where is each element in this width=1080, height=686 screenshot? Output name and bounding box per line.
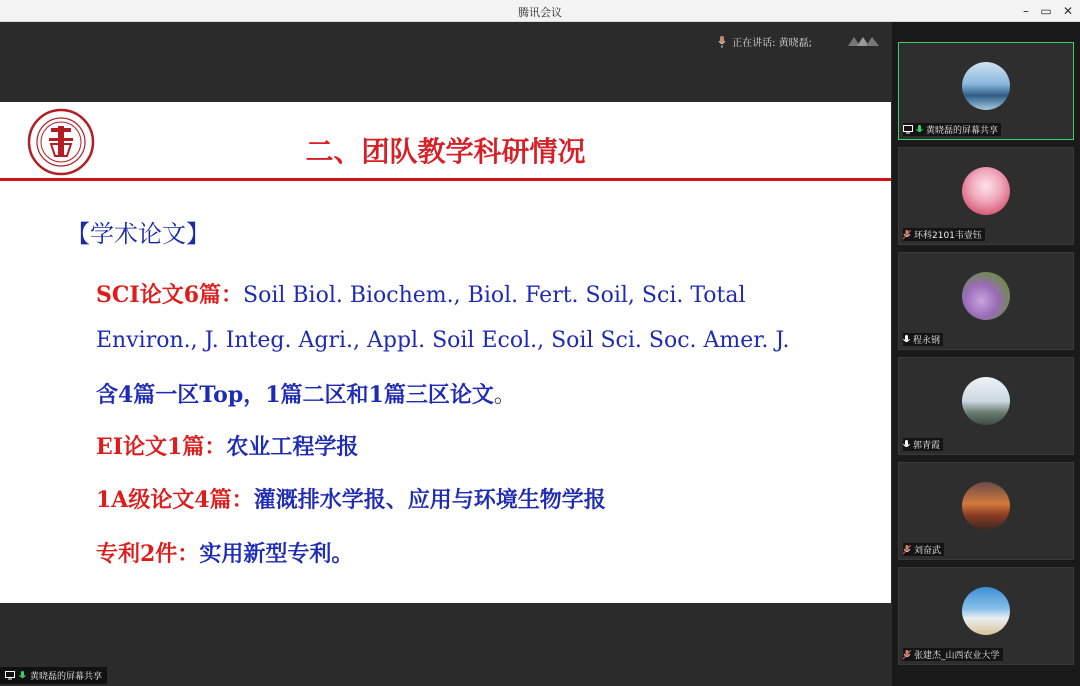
slide-line-2 bbox=[96, 328, 789, 353]
mic-off-icon bbox=[903, 545, 911, 555]
mic-icon bbox=[903, 440, 910, 450]
avatar bbox=[962, 482, 1010, 530]
line-1-label: SCI论文6篇： bbox=[96, 282, 243, 308]
mic-icon bbox=[718, 36, 726, 48]
slide-line-5 bbox=[96, 483, 606, 514]
speaking-text: 正在讲话: 黄晓磊; bbox=[732, 38, 812, 49]
participant-name-tag bbox=[903, 228, 985, 241]
mic-on-icon bbox=[916, 125, 923, 135]
screen-share-text: 黄晓磊的屏幕共享 bbox=[30, 672, 103, 682]
slide-title: 二、团队教学科研情况 bbox=[305, 135, 586, 168]
slide-line-6 bbox=[96, 537, 353, 568]
participant-name: 刘奋武 bbox=[914, 546, 942, 556]
line-4-label: EI论文1篇： bbox=[96, 434, 227, 460]
screen-share-icon bbox=[903, 125, 913, 134]
participant-name: 郭青霞 bbox=[913, 441, 941, 451]
participant-name-tag bbox=[903, 333, 943, 346]
slide-line-4 bbox=[96, 430, 358, 461]
line-4-text: 农业工程学报 bbox=[226, 434, 359, 460]
mic-icon bbox=[903, 335, 910, 345]
speaking-indicator bbox=[718, 34, 812, 49]
participant-tile[interactable] bbox=[898, 252, 1074, 350]
participant-name: 黄晓磊的屏幕共享 bbox=[926, 126, 999, 136]
meeting-main-view bbox=[0, 22, 892, 686]
title-divider bbox=[0, 178, 891, 181]
slide-line-3 bbox=[96, 378, 516, 409]
screen-share-icon bbox=[5, 671, 15, 680]
avatar bbox=[962, 377, 1010, 425]
mic-off-icon bbox=[903, 650, 911, 660]
avatar bbox=[962, 587, 1010, 635]
line-6-text: 实用新型专利。 bbox=[199, 541, 354, 567]
participant-name: 程永钢 bbox=[913, 336, 941, 346]
participant-name-tag bbox=[903, 543, 944, 556]
section-heading: 【学术论文】 bbox=[66, 220, 210, 248]
line-6-label: 专利2件： bbox=[96, 541, 200, 567]
restore-icon[interactable]: ▭ bbox=[1040, 4, 1052, 18]
close-icon[interactable]: ✕ bbox=[1062, 4, 1074, 18]
screen-share-label[interactable] bbox=[0, 667, 107, 684]
minimize-icon[interactable]: – bbox=[1023, 4, 1029, 18]
mic-off-icon bbox=[903, 230, 911, 240]
participant-name: 环科2101韦壹钰 bbox=[914, 231, 982, 241]
participant-name-tag bbox=[903, 123, 1001, 136]
mic-on-icon bbox=[19, 671, 26, 681]
line-1-text: Soil Biol. Biochem., Biol. Fert. Soil, Sci. Total bbox=[243, 283, 746, 308]
slide-line-1 bbox=[96, 278, 746, 309]
line-5-text: 灌溉排水学报、应用与环境生物学报 bbox=[253, 487, 606, 513]
avatar bbox=[962, 62, 1010, 110]
participant-tile[interactable] bbox=[898, 462, 1074, 560]
window-title: 腾讯会议 bbox=[518, 6, 562, 19]
line-3-text: 含4篇一区Top，1篇二区和1篇三区论文 bbox=[96, 382, 494, 408]
participant-tile[interactable] bbox=[898, 567, 1074, 665]
participant-name: 张建杰_山西农业大学 bbox=[914, 651, 1000, 661]
participant-name-tag bbox=[903, 438, 943, 451]
line-3-end: 。 bbox=[493, 383, 516, 408]
shared-slide bbox=[0, 102, 891, 603]
avatar bbox=[962, 167, 1010, 215]
tencent-meeting-logo-icon bbox=[846, 34, 882, 48]
participant-tile[interactable] bbox=[898, 357, 1074, 455]
participant-tile[interactable] bbox=[898, 42, 1074, 140]
participant-name-tag bbox=[903, 648, 1003, 661]
participant-tile[interactable] bbox=[898, 147, 1074, 245]
avatar bbox=[962, 272, 1010, 320]
line-2-text: Environ., J. Integ. Agri., Appl. Soil Ecol., Soil Sci. Soc. Amer. J. bbox=[96, 328, 790, 353]
participant-sidebar bbox=[892, 22, 1080, 686]
title-bar bbox=[0, 0, 1080, 22]
line-5-label: 1A级论文4篇： bbox=[96, 487, 254, 513]
